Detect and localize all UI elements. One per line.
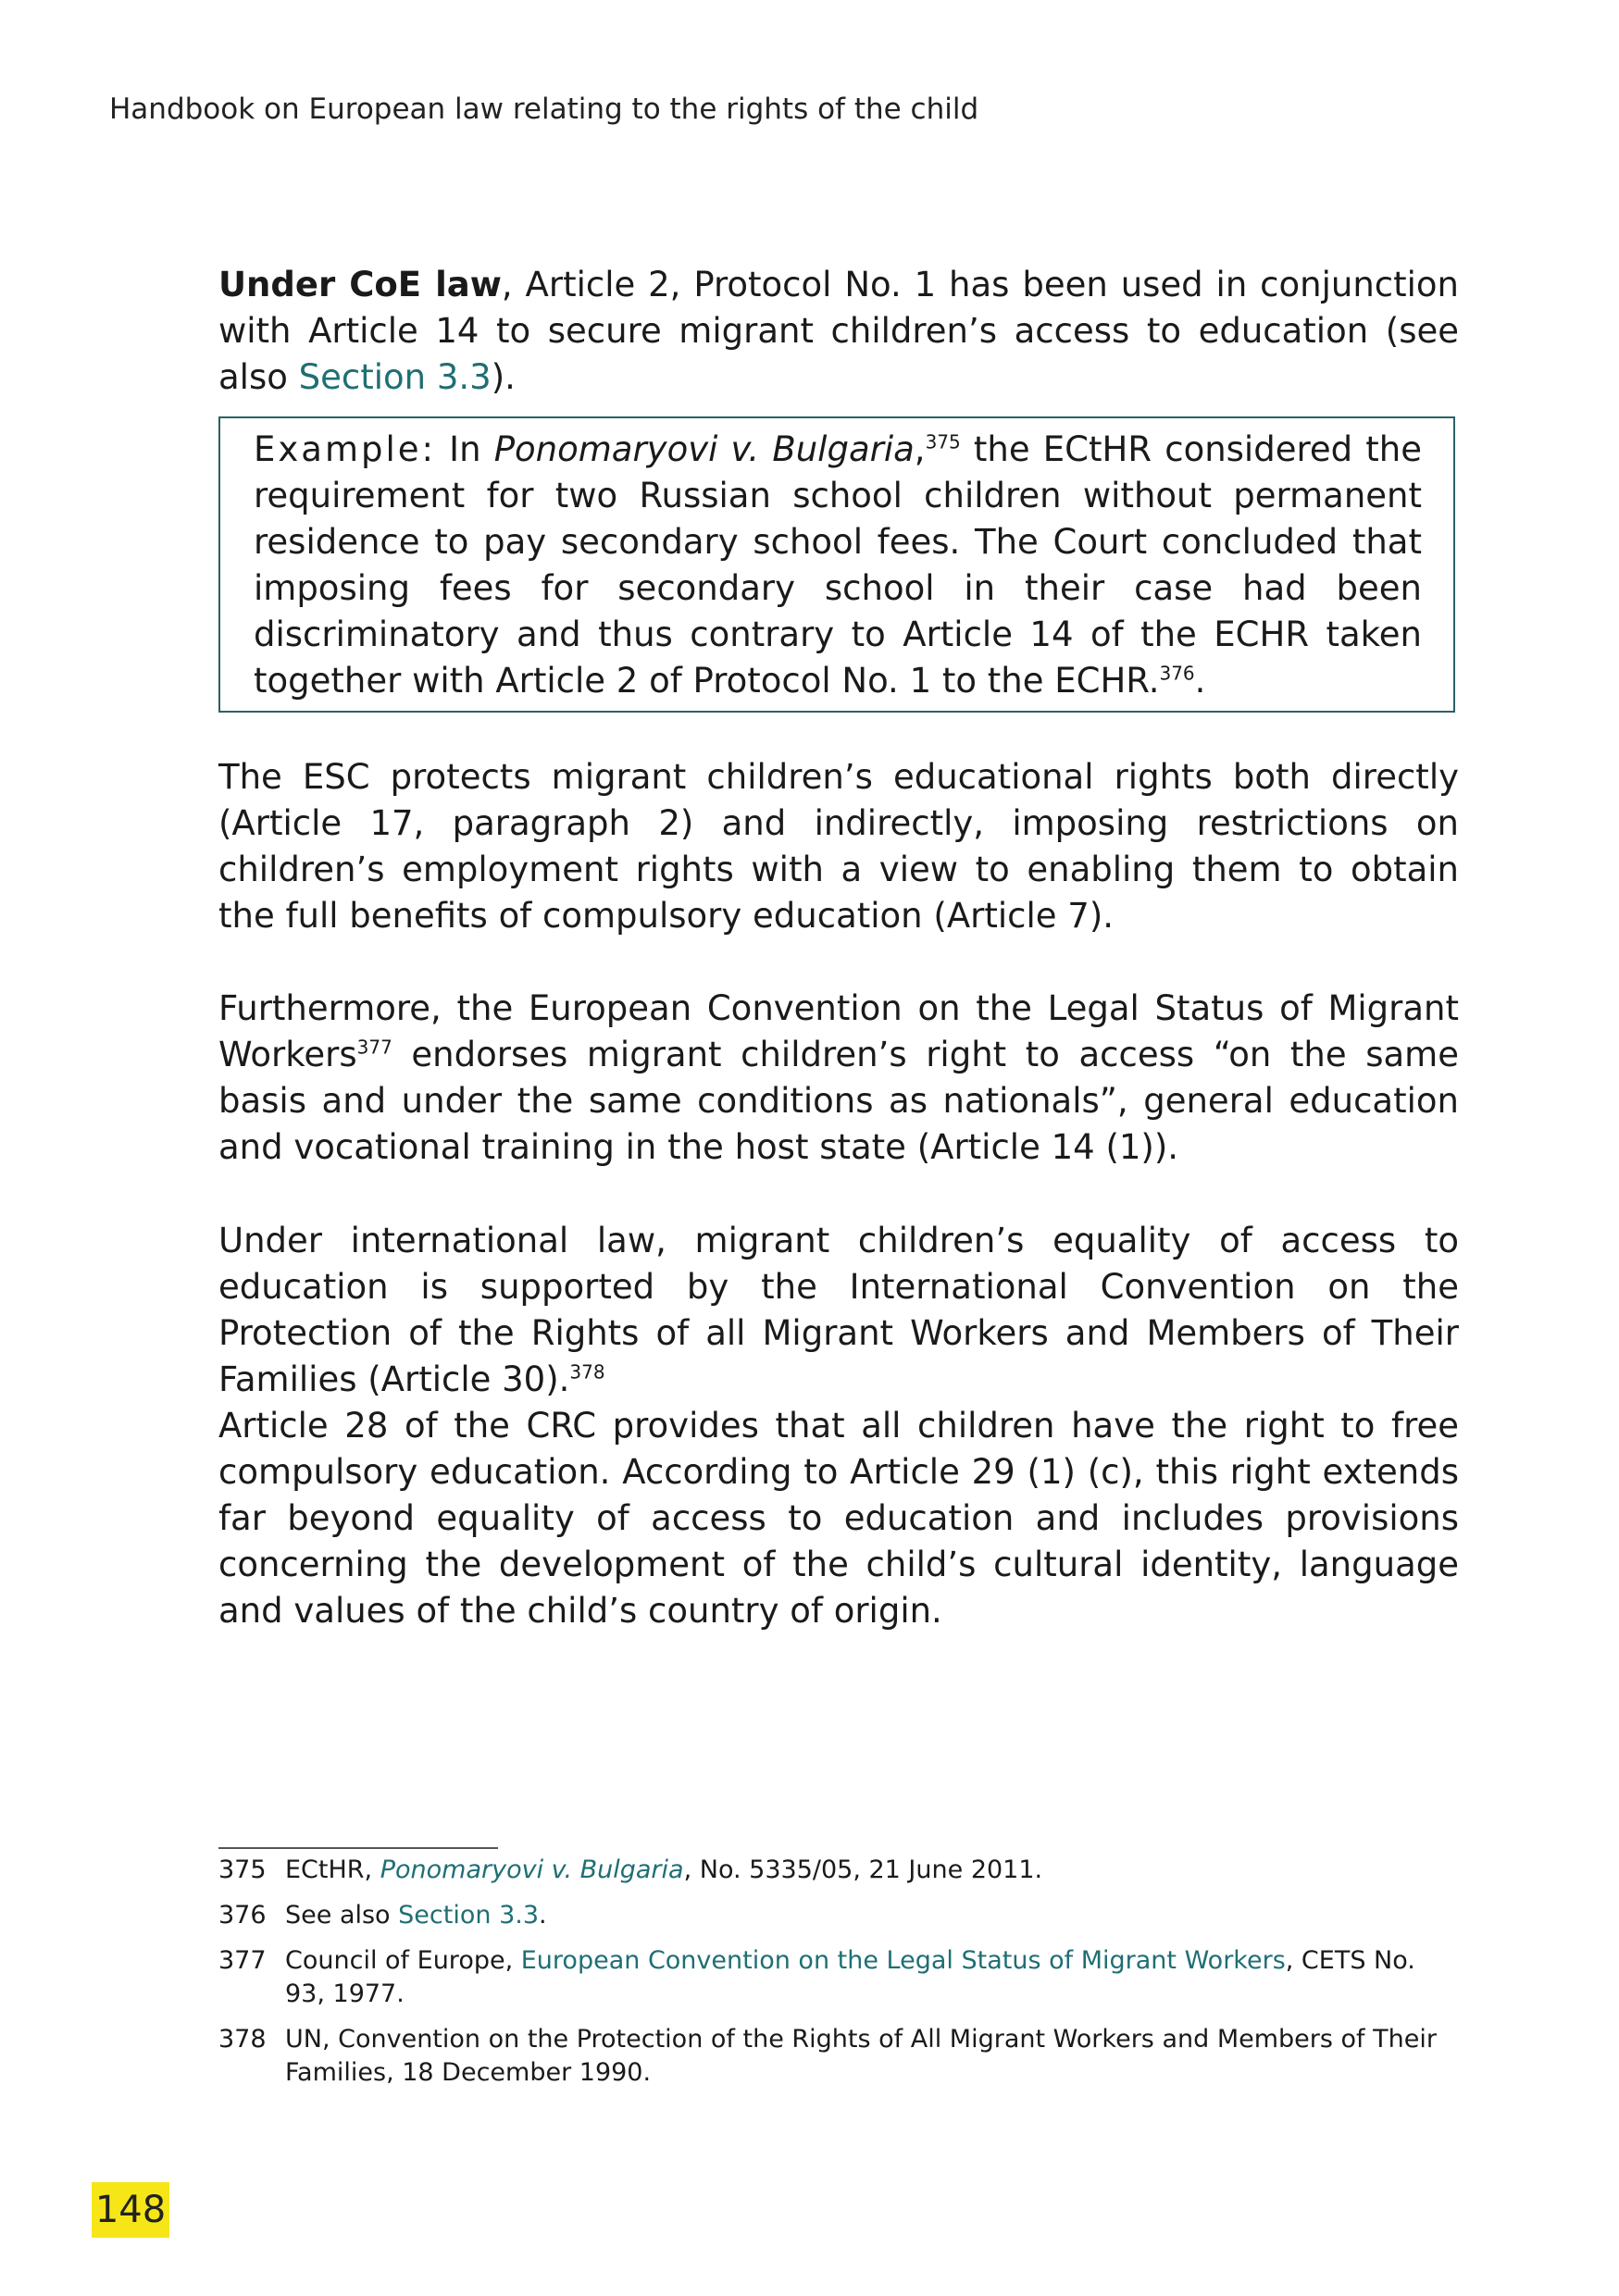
footnote-number: 377: [218, 1946, 267, 1975]
footnote-prefix: Council of Europe,: [285, 1946, 521, 1975]
example-text: the ECtHR considered the requirement for two Russian school children without permanent residence to pay secondary school fees. The Court concluded that imposing fees for secondary school in their case had been discriminatory and thus contrary to Article 14 of the ECHR taken together with Article 2 of Protocol No. 1 to the ECHR.: [254, 429, 1422, 701]
example-intro: In: [436, 429, 494, 469]
footnote-suffix: , No. 5335/05, 21 June 2011.: [683, 1855, 1043, 1884]
footnote-375: [218, 1854, 1440, 1887]
case-link[interactable]: [380, 1855, 684, 1884]
footnotes: [218, 1854, 1440, 2102]
footnote-prefix: ECtHR,: [285, 1855, 380, 1884]
paragraph-esc: The ESC protects migrant children’s educational rights both directly (Article 17, paragraph 2) and indirectly, imposing restrictions on children’s employment rights with a view to enabling them to obtain the full benefits of compulsory education (Article 7).: [218, 757, 1459, 936]
paragraph-migrant-workers-convention: [218, 986, 1459, 1171]
case-name: Ponomaryovi v. Bulgaria: [493, 429, 915, 469]
paragraph-text-end: ).: [491, 357, 516, 397]
footnote-text: [285, 1854, 1440, 1887]
section-link[interactable]: Section 3.3: [298, 357, 492, 397]
footnote-number: 375: [218, 1855, 267, 1884]
example-end: .: [1194, 661, 1206, 701]
footnote-suffix: , CETS No. 93, 1977.: [285, 1946, 1415, 2008]
footnote-ref[interactable]: 376: [1159, 662, 1195, 685]
example-box: [218, 416, 1455, 713]
footnote-ref[interactable]: 375: [925, 430, 961, 453]
paragraph-international-law: [218, 1218, 1459, 1403]
footnote-ref[interactable]: 378: [569, 1360, 605, 1384]
footnote-377: [218, 1944, 1440, 2011]
section-link[interactable]: Section 3.3: [398, 1901, 540, 1930]
running-header: Handbook on European law relating to the rights of the child: [109, 93, 979, 126]
paragraph-text: Under international law, migrant children’s equality of access to education is supported by the International Convention on the Protection of the Rights of all Migrant Workers and Members of Their Families (Article 30).: [218, 1221, 1459, 1399]
example-label: Example:: [254, 429, 436, 469]
paragraph-text-end: endorses migrant children’s right to access “on the same basis and under the same conditions as nationals”, general education and vocational training in the host state (Article 14 (1)).: [218, 1035, 1459, 1167]
footnote-378: [218, 2023, 1440, 2090]
footnote-text: [285, 1944, 1440, 2011]
footnote-number: 378: [218, 2025, 267, 2054]
convention-link[interactable]: European Convention on the Legal Status of Migrant Workers: [520, 1946, 1286, 1975]
footnote-divider: [218, 1847, 498, 1849]
footnote-suffix: .: [539, 1901, 547, 1930]
paragraph-crc: Article 28 of the CRC provides that all children have the right to free compulsory education. According to Article 29 (1) (c), this right extends far beyond equality of access to education and includes provisions concerning the development of the child’s cultural identity, language and values of the child’s country of origin.: [218, 1406, 1459, 1631]
paragraph-text: Furthermore, the European Convention on the Legal Status of Migrant Workers: [218, 988, 1459, 1074]
footnote-text: [285, 1899, 1440, 1932]
footnote-ref[interactable]: 377: [356, 1036, 392, 1059]
paragraph-lead: Under CoE law: [218, 265, 502, 304]
example-comma: ,: [914, 429, 926, 469]
footnote-prefix: See also: [285, 1901, 399, 1930]
paragraph-coe-law: [218, 262, 1459, 401]
page-number: 148: [92, 2182, 169, 2238]
footnote-number: 376: [218, 1901, 267, 1930]
footnote-376: [218, 1899, 1440, 1932]
paragraph-text: , Article 2, Protocol No. 1 has been used in conjunction with Article 14 to secure migrant children’s access to education (see also: [218, 265, 1459, 397]
footnote-text: UN, Convention on the Protection of the Rights of All Migrant Workers and Members of Their Families, 18 December 1990.: [285, 2025, 1437, 2087]
case-link-text: Ponomaryovi v. Bulgaria: [380, 1855, 684, 1884]
